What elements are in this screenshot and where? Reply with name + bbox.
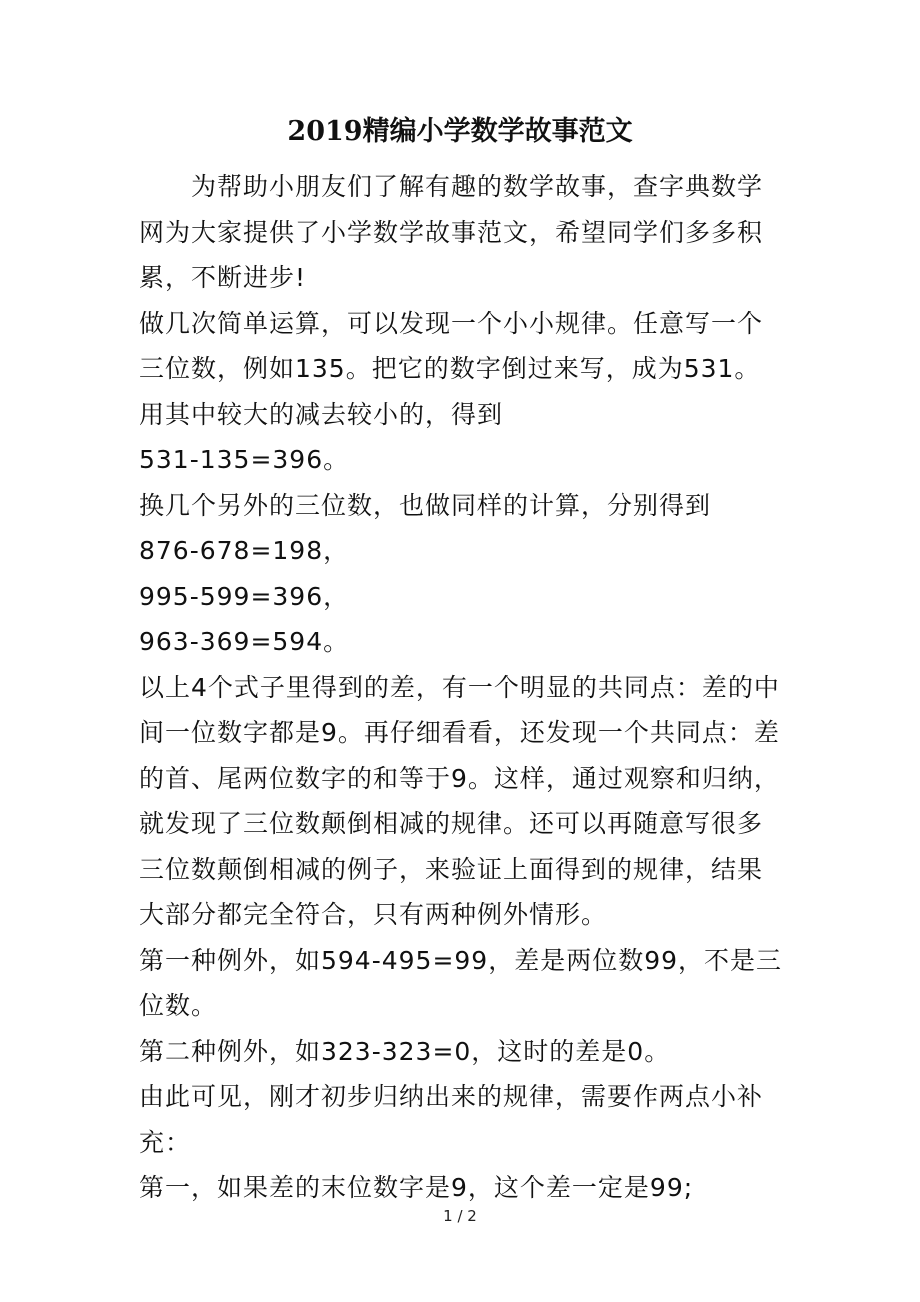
paragraph: 第一种例外，如594-495=99，差是两位数99，不是三位数。 xyxy=(139,945,783,1020)
equation-line: 963-369=594。 xyxy=(139,627,350,656)
paragraph: 做几次简单运算，可以发现一个小小规律。任意写一个三位数，例如135。把它的数字倒过来写，成为531。用其中较大的减去较小的，得到 xyxy=(139,308,764,429)
paragraph: 第二种例外，如323-323=0，这时的差是0。 xyxy=(139,1036,671,1066)
paragraph: 以上4个式子里得到的差，有一个明显的共同点：差的中间一位数字都是9。再仔细看看，还发现一个共同点：差的首、尾两位数字的和等于9。这样，通过观察和归纳，就发现了三位数颠倒相减的规律。还可以再随意写很多三位数颠倒相减的例子，来验证上面得到的规律，结果大部分都完全符合，只有两种例外情形。 xyxy=(139,672,780,929)
document-body xyxy=(139,164,784,1211)
page-number: 1 / 2 xyxy=(443,1207,477,1225)
equation-line: 876-678=198， xyxy=(139,536,350,565)
document-title: 2019精编小学数学故事范文 xyxy=(287,116,633,147)
equation-line: 995-599=396， xyxy=(139,581,350,611)
paragraph: 第一，如果差的末位数字是9，这个差一定是99; xyxy=(139,1173,694,1202)
intro-paragraph: 为帮助小朋友们了解有趣的数学故事，查字典数学网为大家提供了小学数学故事范文，希望同学们多多积累，不断进步! xyxy=(139,172,764,292)
equation-line: 531-135=396。 xyxy=(139,445,350,474)
paragraph: 由此可见，刚才初步归纳出来的规律，需要作两点小补充： xyxy=(139,1082,764,1157)
paragraph: 换几个另外的三位数，也做同样的计算，分别得到 xyxy=(139,490,712,520)
